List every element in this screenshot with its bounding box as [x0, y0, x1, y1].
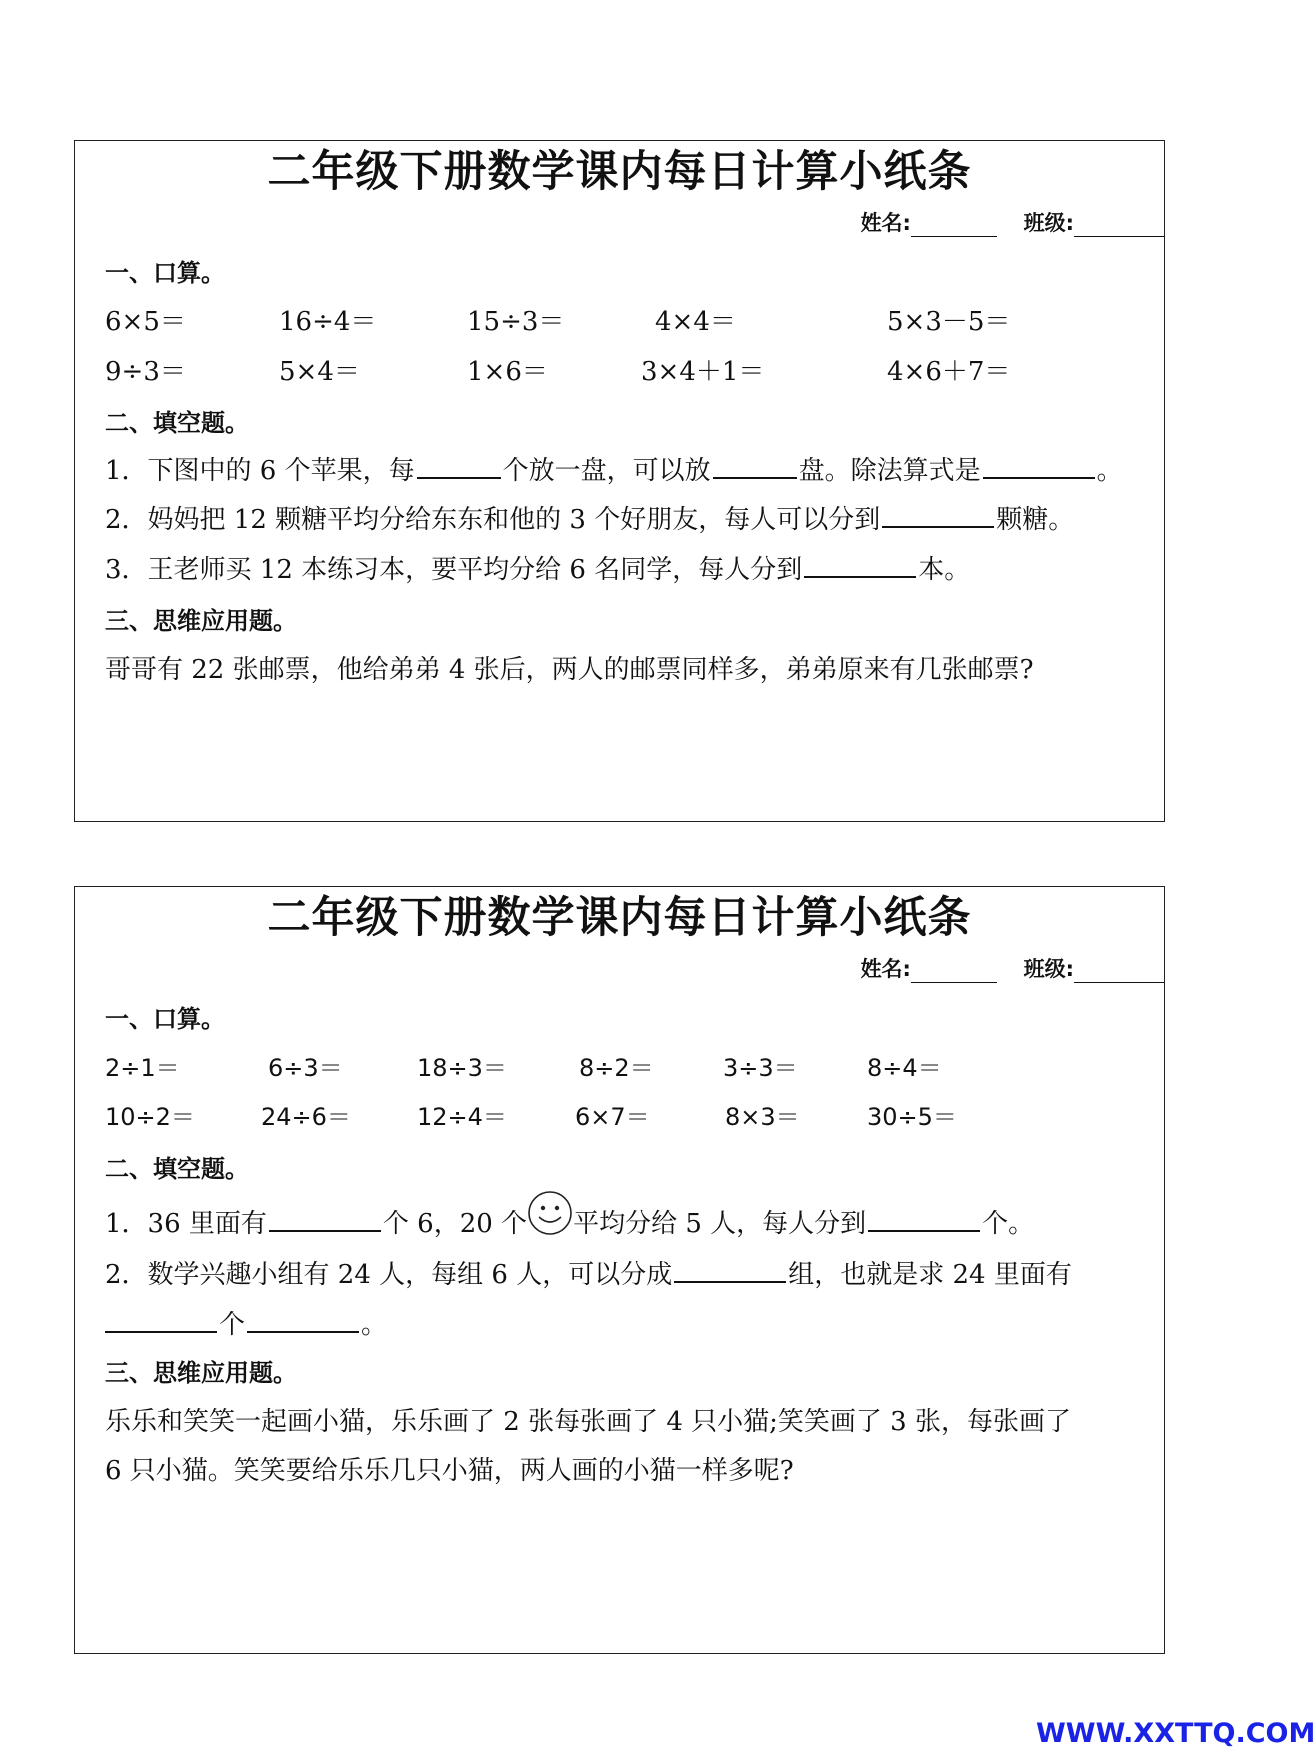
oral-problem: 24÷6＝ — [261, 1103, 351, 1131]
answer-blank[interactable] — [882, 502, 994, 528]
answer-blank[interactable] — [713, 453, 797, 479]
name-class-row — [861, 207, 1164, 237]
oral-problem: 6×7＝ — [575, 1103, 650, 1131]
section-application-heading: 三、思维应用题。 — [105, 1359, 297, 1387]
section-oral-heading: 一、口算。 — [105, 259, 225, 287]
section-application-heading: 三、思维应用题。 — [105, 607, 297, 635]
answer-blank[interactable] — [417, 453, 501, 479]
oral-problem: 4×4＝ — [655, 307, 736, 337]
oral-problem: 4×6＋7＝ — [887, 357, 1011, 387]
oral-problem: 30÷5＝ — [867, 1103, 957, 1131]
oral-problem: 6÷3＝ — [268, 1054, 343, 1082]
answer-blank[interactable] — [804, 552, 916, 578]
name-label: 姓名: — [860, 211, 911, 235]
oral-problem: 9÷3＝ — [105, 357, 186, 387]
fill-question-2-continued: 个 。 — [105, 1304, 387, 1341]
smiley-face-icon — [527, 1190, 573, 1243]
class-blank[interactable] — [1074, 960, 1164, 983]
answer-blank[interactable] — [247, 1307, 359, 1333]
answer-blank[interactable] — [105, 1307, 217, 1333]
answer-blank[interactable] — [674, 1257, 786, 1283]
class-label: 班级: — [1023, 211, 1074, 235]
answer-blank[interactable] — [983, 453, 1095, 479]
oral-problem: 10÷2＝ — [105, 1103, 195, 1131]
worksheet-card-2 — [74, 886, 1165, 1654]
oral-problem: 8×3＝ — [725, 1103, 800, 1131]
worksheet-title: 二年级下册数学课内每日计算小纸条 — [267, 147, 972, 197]
oral-problem: 3×4＋1＝ — [641, 357, 765, 387]
answer-blank[interactable] — [269, 1206, 381, 1232]
name-blank[interactable] — [911, 214, 997, 237]
name-label: 姓名: — [860, 957, 911, 981]
class-label: 班级: — [1023, 957, 1074, 981]
oral-problem: 12÷4＝ — [417, 1103, 507, 1131]
oral-problem: 3÷3＝ — [723, 1054, 798, 1082]
oral-problem: 6×5＝ — [105, 307, 186, 337]
fill-question-1: 1．36 里面有 个 6，20 个 平均分给 5 人，每人分到 个。 — [105, 1203, 1034, 1243]
section-fill-heading: 二、填空题。 — [105, 1155, 249, 1183]
name-blank[interactable] — [911, 960, 997, 983]
fill-question-2: 2．妈妈把 12 颗糖平均分给东东和他的 3 个好朋友，每人可以分到 颗糖。 — [105, 499, 1074, 536]
oral-problem: 16÷4＝ — [279, 307, 377, 337]
answer-blank[interactable] — [868, 1206, 980, 1232]
application-problem-line-1: 乐乐和笑笑一起画小猫，乐乐画了 2 张每张画了 4 只小猫;笑笑画了 3 张，每张画了 — [105, 1407, 1071, 1437]
oral-problem: 18÷3＝ — [417, 1054, 507, 1082]
name-class-row — [861, 953, 1164, 983]
oral-problem: 1×6＝ — [467, 357, 548, 387]
section-fill-heading: 二、填空题。 — [105, 409, 249, 437]
oral-problem: 15÷3＝ — [467, 307, 565, 337]
application-problem-line-2: 6 只小猫。笑笑要给乐乐几只小猫，两人画的小猫一样多呢? — [105, 1456, 794, 1486]
site-watermark-logo[interactable]: WWW.XXTTQ.COM — [1036, 1718, 1315, 1749]
fill-question-2: 2．数学兴趣小组有 24 人，每组 6 人，可以分成 组，也就是求 24 里面有 — [105, 1254, 1072, 1291]
worksheet-card-1 — [74, 140, 1165, 822]
fill-question-1: 1．下图中的 6 个苹果，每 个放一盘，可以放 盘。除法算式是 。 — [105, 450, 1123, 487]
oral-problem: 8÷2＝ — [579, 1054, 654, 1082]
oral-problem: 5×3－5＝ — [887, 307, 1011, 337]
class-blank[interactable] — [1074, 214, 1164, 237]
oral-problem: 8÷4＝ — [867, 1054, 942, 1082]
application-problem: 哥哥有 22 张邮票，他给弟弟 4 张后，两人的邮票同样多，弟弟原来有几张邮票? — [105, 655, 1034, 685]
section-oral-heading: 一、口算。 — [105, 1005, 225, 1033]
oral-problem: 2÷1＝ — [105, 1054, 180, 1082]
fill-question-3: 3．王老师买 12 本练习本，要平均分给 6 名同学，每人分到 本。 — [105, 549, 970, 586]
worksheet-title: 二年级下册数学课内每日计算小纸条 — [267, 893, 972, 943]
oral-problem: 5×4＝ — [279, 357, 360, 387]
